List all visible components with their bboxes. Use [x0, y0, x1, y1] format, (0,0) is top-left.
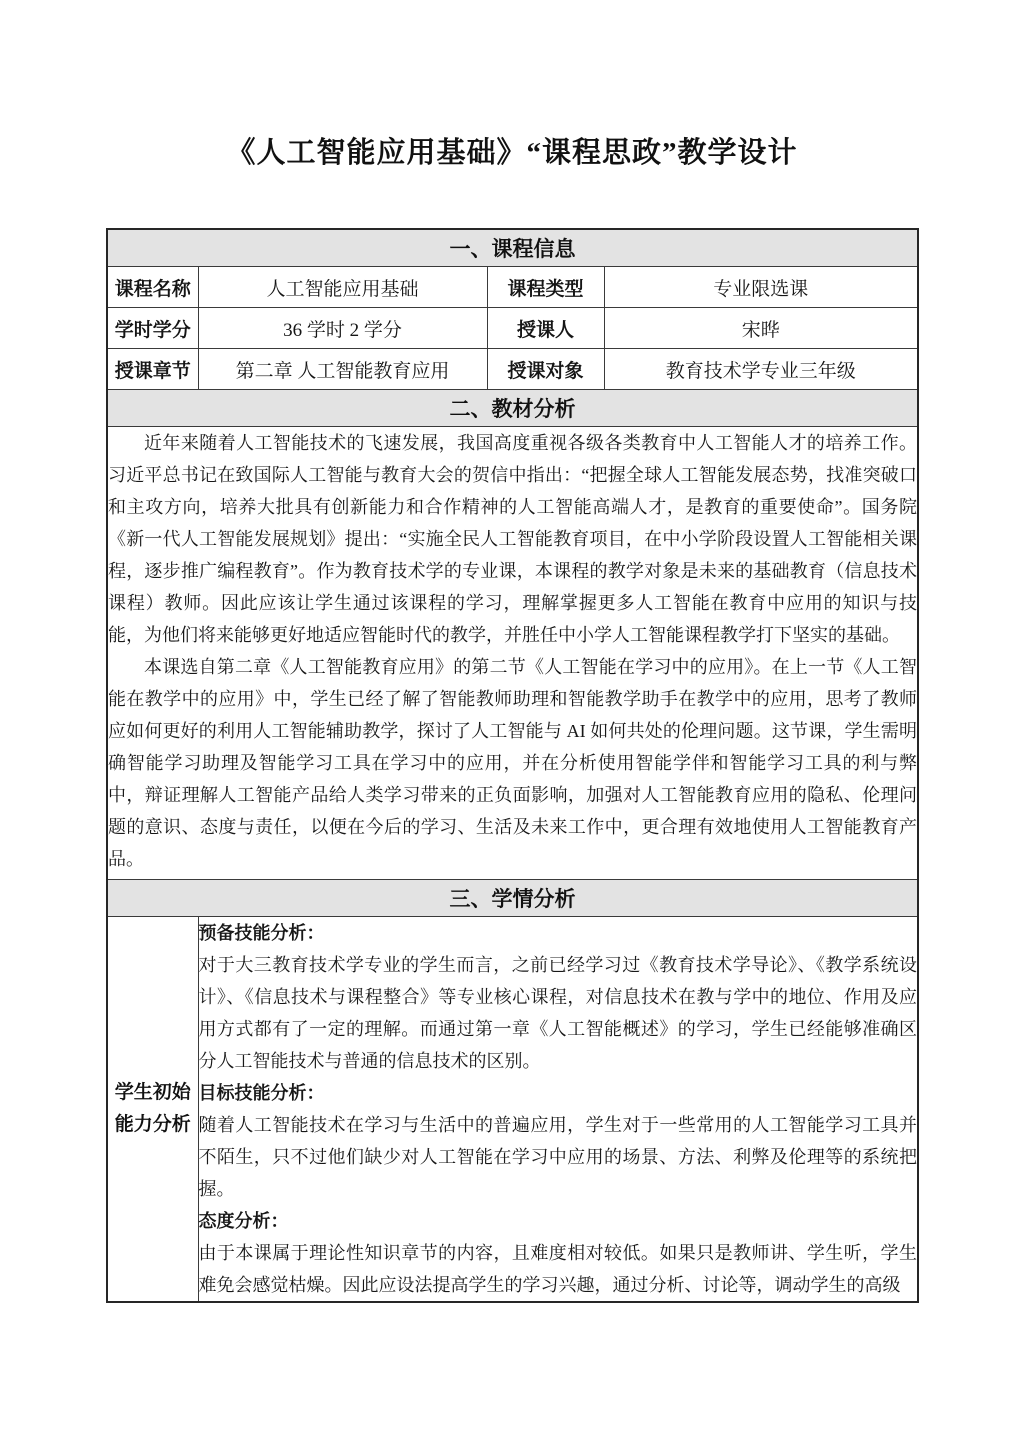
- learner-analysis-cell: [198, 917, 918, 1303]
- section-learner-analysis-header-row: [107, 880, 918, 917]
- target-skills-text: 随着人工智能技术在学习与生活中的普遍应用，学生对于一些常用的人工智能学习工具并不陌生，只不过他们缺少对人工智能在学习中应用的场景、方法、利弊及伦理等的系统把握。: [198, 1115, 917, 1199]
- course-type-value: 专业限选课: [604, 267, 918, 308]
- document-title: 《人工智能应用基础》“课程思政”教学设计: [226, 137, 798, 169]
- course-type-label: 课程类型: [487, 267, 604, 308]
- section-course-info-header: 一、课程信息: [107, 229, 918, 267]
- credit-hours-label: 学时学分: [107, 308, 198, 349]
- material-analysis-row: [107, 427, 918, 880]
- course-info-row-1: [107, 267, 918, 308]
- material-analysis-paragraph-2: 本课选自第二章《人工智能教育应用》的第二节《人工智能在学习中的应用》。在上一节《人工智能在教学中的应用》中，学生已经了解了智能教师助理和智能教学助手在教学中的应用，思考了教师应如何更好的利用人工智能辅助教学，探讨了人工智能与 AI 如何共处的伦理问题。这节课，学生需明确智能学习助理及智能学习工具在学习中的应用，并在分析使用智能学伴和智能学习工具的利与弊中，辩证理解人工智能产品给人类学习带来的正负面影响，加强对人工智能教育应用的隐私、伦理问题的意识、态度与责任，以便在今后的学习、生活及未来工作中，更合理有效地使用人工智能教育产品。: [108, 657, 917, 869]
- attitude-analysis-text: 由于本课属于理论性知识章节的内容，且难度相对较低。如果只是教师讲、学生听，学生难免会感觉枯燥。因此应设法提高学生的学习兴趣，通过分析、讨论等，调动学生的高级: [198, 1243, 917, 1295]
- course-info-row-3: [107, 349, 918, 390]
- section-learner-analysis-header: 三、学情分析: [107, 880, 918, 917]
- learner-initial-ability-label-line2: 能力分析: [114, 1114, 191, 1135]
- section-material-analysis-header-row: [107, 390, 918, 427]
- credit-hours-value: 36 学时 2 学分: [198, 308, 487, 349]
- course-name-value: 人工智能应用基础: [198, 267, 487, 308]
- lecturer-value: 宋晔: [604, 308, 918, 349]
- section-course-info-header-row: [107, 229, 918, 267]
- audience-label: 授课对象: [487, 349, 604, 390]
- prerequisite-skills-text: 对于大三教育技术学专业的学生而言，之前已经学习过《教育技术学导论》、《教学系统设计》、《信息技术与课程整合》等专业核心课程，对信息技术在教与学中的地位、作用及应用方式都有了一定的理解。而通过第一章《人工智能概述》的学习，学生已经能够准确区分人工智能技术与普通的信息技术的区别。: [198, 955, 917, 1071]
- learner-initial-ability-label-line1: 学生初始: [114, 1082, 191, 1103]
- learner-initial-ability-label: [107, 917, 198, 1303]
- chapter-value: 第二章 人工智能教育应用: [198, 349, 487, 390]
- material-analysis-text-block: [108, 427, 917, 879]
- material-analysis-paragraph-1: 近年来随着人工智能技术的飞速发展，我国高度重视各级各类教育中人工智能人才的培养工作。习近平总书记在致国际人工智能与教育大会的贺信中指出：“把握全球人工智能发展态势，找准突破口和主攻方向，培养大批具有创新能力和合作精神的人工智能高端人才，是教育的重要使命”。国务院《新一代人工智能发展规划》提出：“实施全民人工智能教育项目，在中小学阶段设置人工智能相关课程，逐步推广编程教育”。作为教育技术学的专业课，本课程的教学对象是未来的基础教育（信息技术课程）教师。因此应该让学生通过该课程的学习，理解掌握更多人工智能在教育中应用的知识与技能，为他们将来能够更好地适应智能时代的教学，并胜任中小学人工智能课程教学打下坚实的基础。: [108, 433, 917, 645]
- attitude-analysis-heading: 态度分析：: [198, 1211, 289, 1231]
- prerequisite-skills-heading: 预备技能分析：: [198, 923, 325, 943]
- material-analysis-cell: [107, 427, 918, 880]
- chapter-label: 授课章节: [107, 349, 198, 390]
- course-info-row-2: [107, 308, 918, 349]
- audience-value: 教育技术学专业三年级: [604, 349, 918, 390]
- course-name-label: 课程名称: [107, 267, 198, 308]
- learner-analysis-row: [107, 917, 918, 1303]
- target-skills-heading: 目标技能分析：: [198, 1083, 325, 1103]
- section-material-analysis-header: 二、教材分析: [107, 390, 918, 427]
- lecturer-label: 授课人: [487, 308, 604, 349]
- teaching-design-table-container: [106, 228, 919, 1305]
- teaching-design-table: [106, 228, 919, 1303]
